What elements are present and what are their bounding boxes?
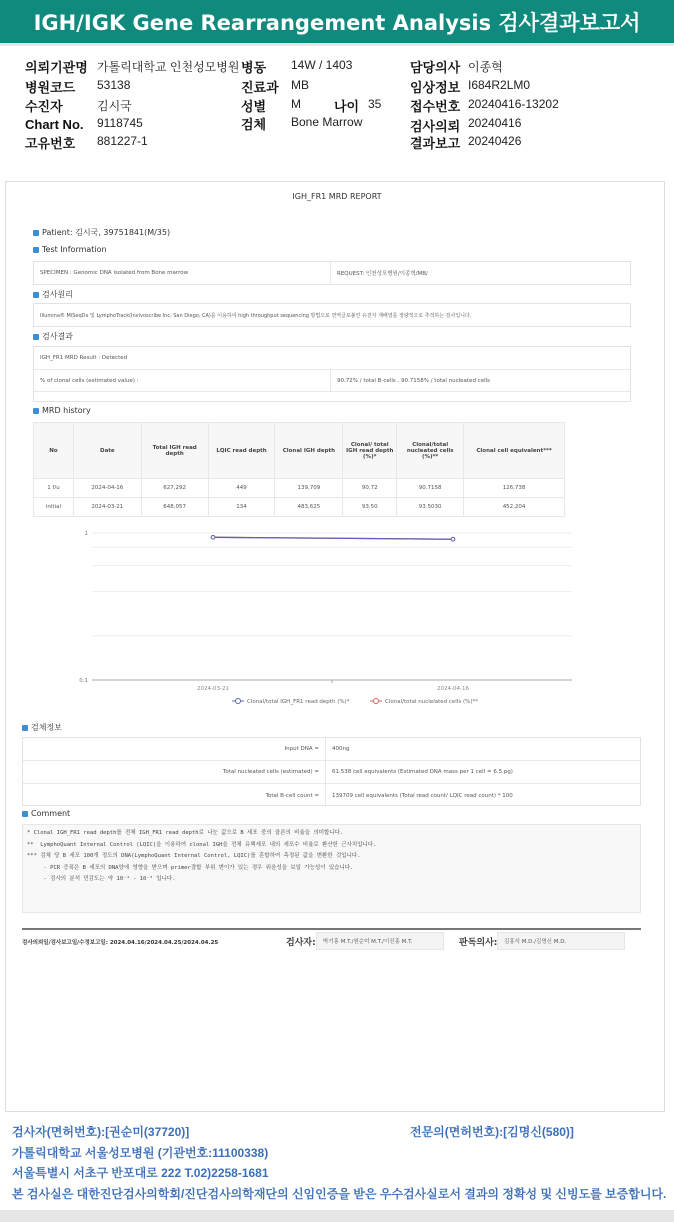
report-value: 20240426 — [468, 134, 522, 148]
table-cell: 449 — [208, 479, 275, 498]
table-cell: 1 f/u — [34, 479, 74, 498]
clonal-label: % of clonal cells (estimated value) : — [34, 370, 331, 391]
column-header: LQIC read depth — [208, 423, 275, 479]
bottom-bar — [0, 1210, 674, 1222]
specimen-text: SPECIMEN : Genomic DNA isolated from Bone marrow — [34, 262, 331, 284]
report-label: 결과보고 — [410, 136, 461, 151]
footer-address: 서울특별시 서초구 반포대로 222 T.02)2258-1681 — [12, 1166, 269, 1180]
comment-box — [22, 824, 641, 913]
table-cell: 2024-04-16 — [73, 479, 141, 498]
table-cell: initial — [34, 498, 74, 517]
specimen-info-label: Total B-cell count = — [23, 784, 326, 807]
chart-no-label: Chart No. — [25, 117, 84, 132]
hospcode-label: 병원코드 — [25, 80, 76, 95]
specimen-info-label: Total nucleated cells (estimated) = — [23, 761, 326, 783]
data-point — [211, 535, 215, 539]
institution-label: 의뢰기관명 — [25, 60, 88, 75]
legend-label: Clonal/total IGH_FR1 read depth (%)* — [247, 699, 350, 705]
specimen-value: Bone Marrow — [291, 115, 363, 129]
legend-marker — [236, 699, 241, 704]
bullet-icon — [33, 247, 39, 253]
section-title: 검사원리 — [42, 290, 73, 299]
column-header: Clonal/total nucleated cells (%)** — [397, 423, 464, 479]
test-info-box — [33, 261, 631, 285]
comment-line: * Clonal IGH_FR1 read depth를 전체 IGH_FR1 read depth로 나눈 값으로 B 세포 중의 클론의 비율을 의미합니다. — [27, 830, 344, 836]
section-mrd-history — [33, 406, 91, 415]
section-title: Test Information — [42, 245, 107, 254]
request-value: 20240416 — [468, 116, 522, 130]
comment-line: ** LymphoQuant Internal Control (LQIC)을 이용하여 clonal IGH을 전체 유핵세포 내의 세포수 비율로 환산한 근사치입니다. — [27, 841, 377, 848]
specimen-label: 검체 — [241, 117, 267, 132]
table-cell: 90.7158 — [397, 479, 464, 498]
column-header: No — [34, 423, 74, 479]
receipt-label: 접수번호 — [410, 99, 461, 114]
table-cell: 126,738 — [464, 479, 565, 498]
y-tick-label: 1 — [84, 531, 88, 537]
legend-label: Clonal/total nuclelated cells (%)** — [385, 699, 478, 705]
table-cell: 90.72 — [343, 479, 397, 498]
patient-value: 김시국 — [97, 99, 132, 113]
sex-value: M — [291, 97, 301, 111]
report-title: IGH_FR1 MRD REPORT — [292, 192, 382, 201]
ward-label: 병동 — [241, 60, 267, 75]
footer-tester: 검사자(면허번호):[권순미(37720)] — [12, 1125, 190, 1139]
table-row — [34, 498, 565, 517]
readers-value: 김홍석 M.D./김명신 M.D. — [497, 932, 625, 950]
unique-label: 고유번호 — [25, 136, 76, 151]
table-row — [34, 479, 565, 498]
testers-value: 박기홍 M.T./원순미 M.T./이진홍 M.T. — [316, 932, 444, 950]
doctor-value: 이종혁 — [468, 60, 503, 74]
comment-line: - 검사의 분석 민감도는 약 10⁻⁴ - 10⁻⁵ 입니다. — [27, 876, 176, 882]
section-title: MRD history — [42, 406, 91, 415]
comment-line: *** 검체 당 B 세포 100개 정도의 DNA(LymphoQuant Internal Control, LQIC)를 혼합하여 측정된 값을 변환한 것입니다. — [27, 853, 361, 859]
bullet-icon — [33, 408, 39, 414]
request-label: 검사의뢰 — [410, 119, 461, 134]
specimen-info-value: 61.538 cell equivalents (Estimated DNA mass per 1 cell = 6.5 pg) — [332, 769, 513, 775]
specimen-info-row — [23, 784, 640, 807]
specimen-info-box — [22, 737, 641, 806]
data-point — [451, 537, 455, 541]
request-text: REQUEST: 인천성모병원/이종혁/MB/ — [337, 271, 428, 277]
series-line — [213, 537, 453, 539]
clonal-value: 90.72% / total B-cells , 90.7158% / total nucleated cells — [337, 377, 491, 384]
table-cell: 648,057 — [141, 498, 208, 517]
table-cell: 483,625 — [275, 498, 343, 517]
principle-text: Illumina® MiSeqDx 및 LymphoTrack(Invivoscribe Inc, San Diego, CA)를 이용하여 high throughput sequencing 방법으로 면역글로불린 유전자 재배열를 정량적으로 추적하는 검사입니다. — [40, 312, 472, 319]
column-header: Total IGH read depth — [141, 423, 208, 479]
mrd-chart — [0, 520, 674, 712]
age-label: 나이 — [334, 99, 360, 114]
report-header: IGH/IGK Gene Rearrangement Analysis 검사결과보고서 — [0, 0, 674, 46]
divider — [22, 928, 641, 930]
table-cell: 134 — [208, 498, 275, 517]
footer-cert: 본 검사실은 대한진단검사의학회/진단검사의학재단의 신임인증을 받은 우수검사실로서 결과의 정확성 및 신빙도를 보증합니다. — [12, 1187, 667, 1201]
specimen-info-value: 139709 cell equivalents (Total read count/ LQIC read count) * 100 — [332, 792, 513, 799]
bullet-icon — [22, 811, 28, 817]
table-cell: 93.5030 — [397, 498, 464, 517]
specimen-info-value: 400ng — [332, 746, 350, 752]
patient-line — [33, 227, 170, 238]
dept-value: MB — [291, 78, 309, 92]
ward-value: 14W / 1403 — [291, 58, 353, 72]
legend-marker — [374, 699, 379, 704]
section-principle — [33, 289, 73, 300]
section-title: 검체정보 — [31, 723, 62, 732]
table-cell: 452,204 — [464, 498, 565, 517]
bullet-icon — [33, 334, 39, 340]
column-header: Clonal/ total IGH read depth (%)* — [343, 423, 397, 479]
institution-value: 가톨릭대학교 인천성모병원 — [97, 60, 240, 74]
tester-label: 검사자: — [286, 938, 316, 948]
section-test-info — [33, 245, 107, 254]
unique-value: 881227-1 — [97, 134, 148, 148]
patient-text: Patient: 김시국, 39751841(M/35) — [42, 228, 171, 237]
receipt-value: 20240416-13202 — [468, 97, 559, 111]
section-title: 검사결과 — [42, 332, 73, 341]
section-result — [33, 331, 73, 342]
x-tick-label: 2024-03-21 — [197, 686, 229, 692]
result-text: IGH_FR1 MRD Result : Detected — [40, 355, 128, 361]
chart-no-value: 9118745 — [97, 116, 143, 130]
footer-hospital: 가톨릭대학교 서울성모병원 (기관번호:11100338) — [12, 1146, 269, 1160]
specimen-info-label: Input DNA = — [23, 738, 326, 760]
dept-label: 진료과 — [241, 80, 279, 95]
column-header: Date — [73, 423, 141, 479]
section-specimen-info — [22, 722, 62, 733]
bullet-icon — [22, 725, 28, 731]
mrd-history-table — [33, 422, 565, 517]
clinical-label: 임상정보 — [410, 80, 461, 95]
clinical-value: I684R2LM0 — [468, 78, 531, 92]
specimen-info-row — [23, 738, 640, 761]
section-comment — [22, 809, 70, 818]
result-box — [33, 346, 631, 402]
bullet-icon — [33, 292, 39, 298]
footer-specialist: 전문의(면허번호):[김명신(580)] — [410, 1125, 574, 1139]
table-cell: 627,292 — [141, 479, 208, 498]
specimen-info-row — [23, 761, 640, 784]
age-value: 35 — [368, 97, 382, 111]
x-tick-label: 2024-04-16 — [437, 686, 469, 692]
bullet-icon — [33, 230, 39, 236]
table-cell: 93.50 — [343, 498, 397, 517]
column-header: Clonal cell equivalent*** — [464, 423, 565, 479]
section-title: Comment — [31, 809, 71, 818]
y-tick-label: 0.1 — [79, 678, 88, 684]
doctor-label: 담당의사 — [410, 60, 461, 75]
reader-label: 판독의사: — [459, 938, 498, 948]
column-header: Clonal IGH depth — [275, 423, 343, 479]
comment-line: - PCR 증폭은 B 세포의 DNA양에 영향을 받으며 primer결합 부위 변이가 있는 경우 위음성을 보일 가능성이 있습니다. — [27, 864, 354, 871]
table-cell: 2024-03-21 — [73, 498, 141, 517]
principle-box — [33, 303, 631, 327]
report-dates: 검사의뢰일/검사보고일/수정보고일: 2024.04.16/2024.04.25/2024.04.25 — [22, 940, 219, 946]
sex-label: 성별 — [241, 99, 267, 114]
hospcode-value: 53138 — [97, 78, 131, 92]
patient-label: 수진자 — [25, 99, 63, 114]
table-cell: 139,709 — [275, 479, 343, 498]
